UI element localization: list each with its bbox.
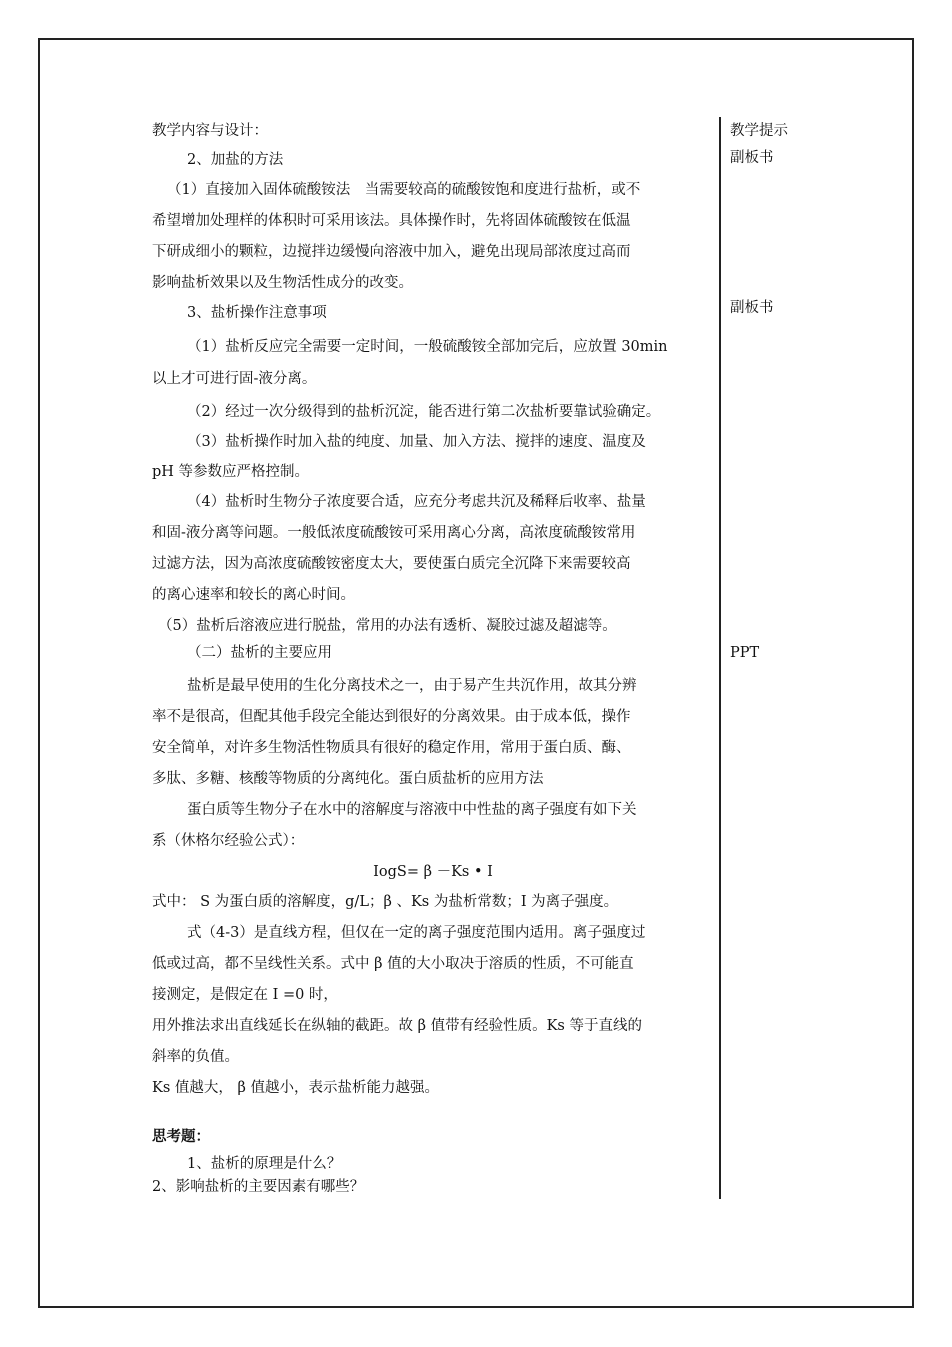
paragraph-line: 以上才可进行固-液分离。 <box>152 371 317 387</box>
paragraph-line: 式（4-3）是直线方程，但仅在一定的离子强度范围内适用。离子强度过 <box>187 925 646 941</box>
paragraph-line: （1）直接加入固体硫酸铵法 当需要较高的硫酸铵饱和度进行盐析，或不 <box>167 182 641 198</box>
paragraph-line: pH 等参数应严格控制。 <box>152 464 310 480</box>
paragraph-line: Ks 值越大， β 值越小，表示盐析能力越强。 <box>152 1080 439 1096</box>
paragraph-line: 系（休格尔经验公式）： <box>152 833 305 849</box>
question-item: 2、影响盐析的主要因素有哪些？ <box>152 1179 365 1195</box>
paragraph-line: 低或过高，都不呈线性关系。式中 β 值的大小取决于溶质的性质，不可能直 <box>152 956 634 972</box>
subheading-applications: （二）盐析的主要应用 <box>187 645 332 661</box>
formula: IogS= β －Ks • I <box>373 864 493 880</box>
side-label-board: 副板书 <box>730 300 774 316</box>
paragraph-line: 接测定，是假定在 I =0 时， <box>152 987 338 1003</box>
paragraph-line: 式中： S 为蛋白质的溶解度，g/L；β 、Ks 为盐析常数；I 为离子强度。 <box>152 894 619 910</box>
section-heading: 教学内容与设计： <box>152 123 268 139</box>
paragraph-line: 用外推法求出直线延长在纵轴的截距。故 β 值带有经验性质。Ks 等于直线的 <box>152 1018 642 1034</box>
paragraph-line: 过滤方法，因为高浓度硫酸铵密度太大，要使蛋白质完全沉降下来需要较高 <box>152 556 631 572</box>
subheading-notes: 3、盐析操作注意事项 <box>187 305 327 321</box>
paragraph-line: 蛋白质等生物分子在水中的溶解度与溶液中中性盐的离子强度有如下关 <box>187 802 637 818</box>
paragraph-line: 安全简单，对许多生物活性物质具有很好的稳定作用，常用于蛋白质、酶、 <box>152 740 631 756</box>
side-label-board: 副板书 <box>730 150 774 166</box>
paragraph-line: （1）盐析反应完全需要一定时间，一般硫酸铵全部加完后，应放置 30min <box>187 339 668 355</box>
paragraph-line: 多肽、多糖、核酸等物质的分离纯化。蛋白质盐析的应用方法 <box>152 771 544 787</box>
paragraph-line: （4）盐析时生物分子浓度要合适，应充分考虑共沉及稀释后收率、盐量 <box>187 494 646 510</box>
column-divider <box>719 117 721 1199</box>
questions-heading: 思考题： <box>152 1128 210 1145</box>
paragraph-line: 希望增加处理样的体积时可采用该法。具体操作时，先将固体硫酸铵在低温 <box>152 213 631 229</box>
paragraph-line: 盐析是最早使用的生化分离技术之一，由于易产生共沉作用，故其分辨 <box>187 678 637 694</box>
paragraph-line: 影响盐析效果以及生物活性成分的改变。 <box>152 275 413 291</box>
paragraph-line: 下研成细小的颗粒，边搅拌边缓慢向溶液中加入，避免出现局部浓度过高而 <box>152 244 631 260</box>
paragraph-line: （3）盐析操作时加入盐的纯度、加量、加入方法、搅拌的速度、温度及 <box>187 434 646 450</box>
side-label-ppt: PPT <box>730 645 760 661</box>
paragraph-line: 率不是很高，但配其他手段完全能达到很好的分离效果。由于成本低，操作 <box>152 709 631 725</box>
paragraph-line: 斜率的负值。 <box>152 1049 239 1065</box>
question-item: 1、盐析的原理是什么？ <box>187 1156 342 1172</box>
paragraph-line: （2）经过一次分级得到的盐析沉淀，能否进行第二次盐析要靠试验确定。 <box>187 404 661 420</box>
side-label-teaching-tips: 教学提示 <box>730 123 788 139</box>
paragraph-line: 的离心速率和较长的离心时间。 <box>152 587 355 603</box>
subheading-add-salt: 2、加盐的方法 <box>187 152 284 168</box>
paragraph-line: 和固-液分离等问题。一般低浓度硫酸铵可采用离心分离，高浓度硫酸铵常用 <box>152 525 636 541</box>
paragraph-line: （5）盐析后溶液应进行脱盐，常用的办法有透析、凝胶过滤及超滤等。 <box>158 618 617 634</box>
